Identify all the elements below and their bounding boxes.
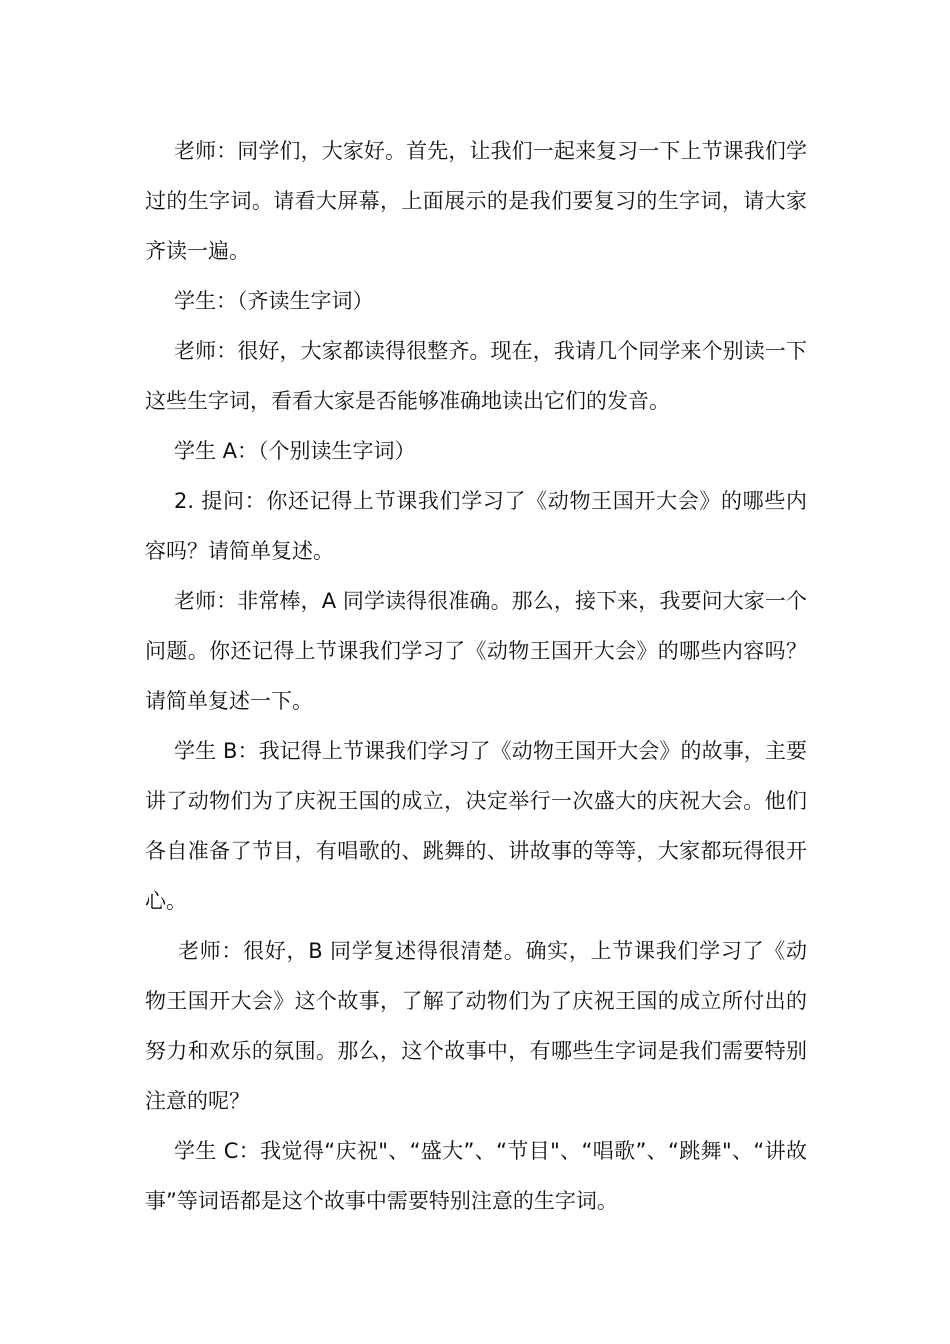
paragraph-teacher-individual: 老师：很好，大家都读得很整齐。现在，我请几个同学来个别读一下这些生字词，看看大家是否能够准确地读出它们的发音。	[145, 339, 807, 413]
document-body	[145, 126, 807, 1226]
paragraph-question-2: 2. 提问：你还记得上节课我们学习了《动物王国开大会》的哪些内容吗？请简单复述。	[145, 489, 807, 563]
paragraph-student-b: 学生 B：我记得上节课我们学习了《动物王国开大会》的故事，主要讲了动物们为了庆祝王国的成立，决定举行一次盛大的庆祝大会。他们各自准备了节目，有唱歌的、跳舞的、讲故事的等等，大家都玩得很开心。	[145, 739, 807, 913]
paragraph-student-a: 学生 A：（个别读生字词）	[174, 439, 416, 463]
paragraph-teacher-question: 老师：非常棒，A 同学读得很准确。那么，接下来，我要问大家一个问题。你还记得上节课我们学习了《动物王国开大会》的哪些内容吗？请简单复述一下。	[145, 589, 807, 713]
paragraph-teacher-review: 老师：同学们，大家好。首先，让我们一起来复习一下上节课我们学过的生字词。请看大屏幕，上面展示的是我们要复习的生字词，请大家齐读一遍。	[145, 139, 807, 263]
paragraph-teacher-summary: 老师：很好，B 同学复述得很清楚。确实，上节课我们学习了《动物王国开大会》这个故事，了解了动物们为了庆祝王国的成立所付出的努力和欢乐的氛围。那么，这个故事中，有哪些生字词是我们需要特别注意的呢？	[145, 939, 807, 1113]
paragraph-student-c: 学生 C：我觉得“庆祝"、“盛大”、“节目"、“唱歌”、“跳舞"、“讲故事”等词语都是这个故事中需要特别注意的生字词。	[145, 1139, 807, 1213]
paragraph-students-read: 学生：（齐读生字词）	[174, 289, 374, 313]
